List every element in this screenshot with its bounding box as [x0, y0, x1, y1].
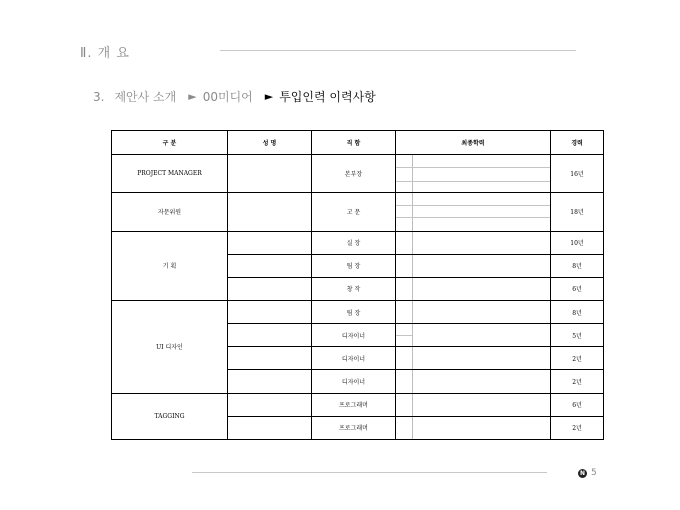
role-cell: 팀 장: [312, 301, 396, 324]
name-cell: [228, 393, 312, 416]
section-title: Ⅱ. 개 요: [80, 46, 130, 61]
role-cell: 디자이너: [312, 370, 396, 393]
name-cell: [228, 416, 312, 439]
category-cell: PROJECT MANAGER: [112, 155, 228, 193]
years-cell: 5년: [551, 324, 604, 347]
career-cell: [396, 301, 551, 324]
header-role: 직 함: [312, 131, 396, 155]
years-cell: 10년: [551, 231, 604, 254]
role-cell: 프로그래머: [312, 416, 396, 439]
table-row: [112, 231, 604, 254]
breadcrumb-company-name: 00미디어: [202, 90, 253, 104]
role-cell: 팀 장: [312, 254, 396, 277]
role-cell: 프로그래머: [312, 393, 396, 416]
role-cell: 디자이너: [312, 324, 396, 347]
years-cell: 2년: [551, 370, 604, 393]
category-cell: 기 획: [112, 231, 228, 300]
career-cell: [396, 254, 551, 277]
breadcrumb: [93, 88, 376, 105]
career-cell: [396, 324, 551, 347]
breadcrumb-arrow-icon: ►: [188, 90, 197, 103]
header-career: 최종학력: [396, 131, 551, 155]
career-cell: [396, 393, 551, 416]
name-cell: [228, 324, 312, 347]
category-cell: UI 디자인: [112, 301, 228, 394]
name-cell: [228, 301, 312, 324]
table-row: [112, 155, 604, 193]
breadcrumb-number: 3.: [93, 89, 105, 104]
years-cell: 6년: [551, 393, 604, 416]
years-cell: 8년: [551, 254, 604, 277]
years-cell: 6년: [551, 277, 604, 300]
years-cell: 2년: [551, 416, 604, 439]
breadcrumb-current: 투입인력 이력사항: [279, 90, 376, 104]
table-row: [112, 193, 604, 231]
breadcrumb-arrow-icon: ►: [264, 90, 274, 103]
career-cell: [396, 155, 551, 193]
years-cell: 8년: [551, 301, 604, 324]
name-cell: [228, 231, 312, 254]
career-cell: [396, 193, 551, 231]
company-logo-icon: N: [579, 469, 586, 477]
role-cell: 창 작: [312, 277, 396, 300]
role-cell: 본부장: [312, 155, 396, 193]
header-category: 구 분: [112, 131, 228, 155]
name-cell: [228, 155, 312, 193]
breadcrumb-company-intro: 제안사 소개: [114, 90, 177, 104]
name-cell: [228, 347, 312, 370]
name-cell: [228, 370, 312, 393]
role-cell: 고 문: [312, 193, 396, 231]
years-cell: 2년: [551, 347, 604, 370]
table-row: [112, 301, 604, 324]
header-name: 성 명: [228, 131, 312, 155]
page-footer: [578, 468, 597, 478]
name-cell: [228, 254, 312, 277]
category-cell: TAGGING: [112, 393, 228, 439]
name-cell: [228, 193, 312, 231]
category-cell: 자문위원: [112, 193, 228, 231]
career-cell: [396, 370, 551, 393]
page-number: 5: [591, 468, 597, 478]
table-row: [112, 393, 604, 416]
table-header-row: [112, 131, 604, 155]
role-cell: 디자이너: [312, 347, 396, 370]
top-divider: [220, 50, 576, 51]
career-cell: [396, 277, 551, 300]
header-years: 경력: [551, 131, 604, 155]
career-cell: [396, 347, 551, 370]
name-cell: [228, 277, 312, 300]
years-cell: 16년: [551, 155, 604, 193]
bottom-divider: [192, 472, 547, 473]
career-cell: [396, 416, 551, 439]
staff-roster-table: [111, 130, 604, 440]
years-cell: 18년: [551, 193, 604, 231]
role-cell: 실 장: [312, 231, 396, 254]
career-cell: [396, 231, 551, 254]
